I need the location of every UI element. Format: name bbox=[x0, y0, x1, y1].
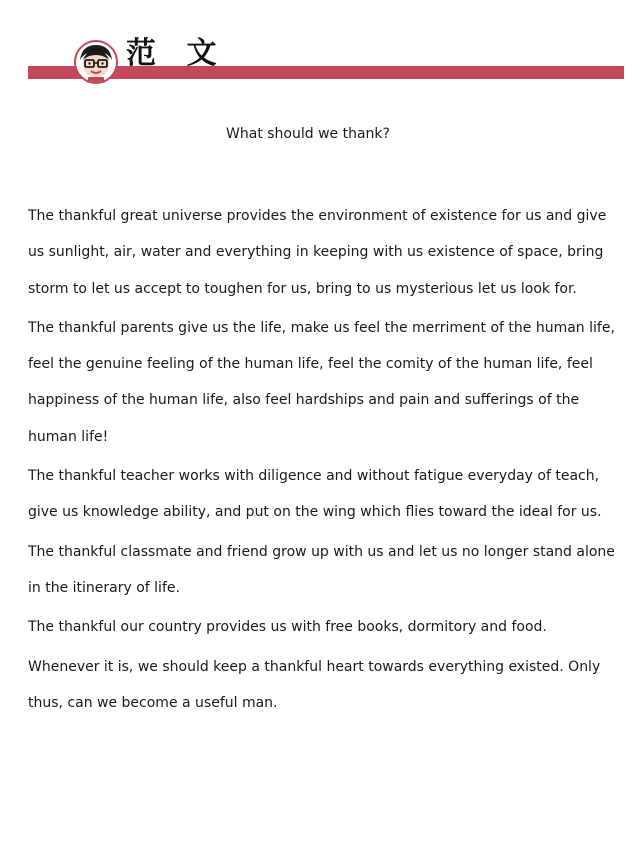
paragraph: The thankful teacher works with diligence and without fatigue everyday of teach, give us knowledge ability, and put on the wing which flies toward the ideal for us. bbox=[28, 468, 602, 521]
paragraph: Whenever it is, we should keep a thankful heart towards everything existed. Only thus, can we become a useful man. bbox=[28, 658, 601, 711]
cartoon-face-with-glasses-icon bbox=[74, 40, 118, 84]
page-header bbox=[0, 0, 640, 90]
paragraph: The thankful classmate and friend grow up with us and let us no longer stand alone in the itinerary of life. bbox=[28, 543, 615, 596]
paragraph: The thankful parents give us the life, make us feel the merriment of the human life, feel the genuine feeling of the human life, feel the comity of the human life, feel happiness of the human life, also feel hardships and pain and sufferings of the human life! bbox=[28, 319, 615, 445]
paragraph: The thankful great universe provides the environment of existence for us and give us sunlight, air, water and everything in keeping with us existence of space, bring storm to let us accept to toughen for us, bring to us mysterious let us look for. bbox=[28, 208, 607, 297]
document-title: What should we thank? bbox=[226, 126, 390, 142]
document-body bbox=[28, 198, 618, 724]
header-title: 范 文 bbox=[126, 36, 227, 71]
paragraph: The thankful our country provides us with free books, dormitory and food. bbox=[28, 619, 547, 636]
